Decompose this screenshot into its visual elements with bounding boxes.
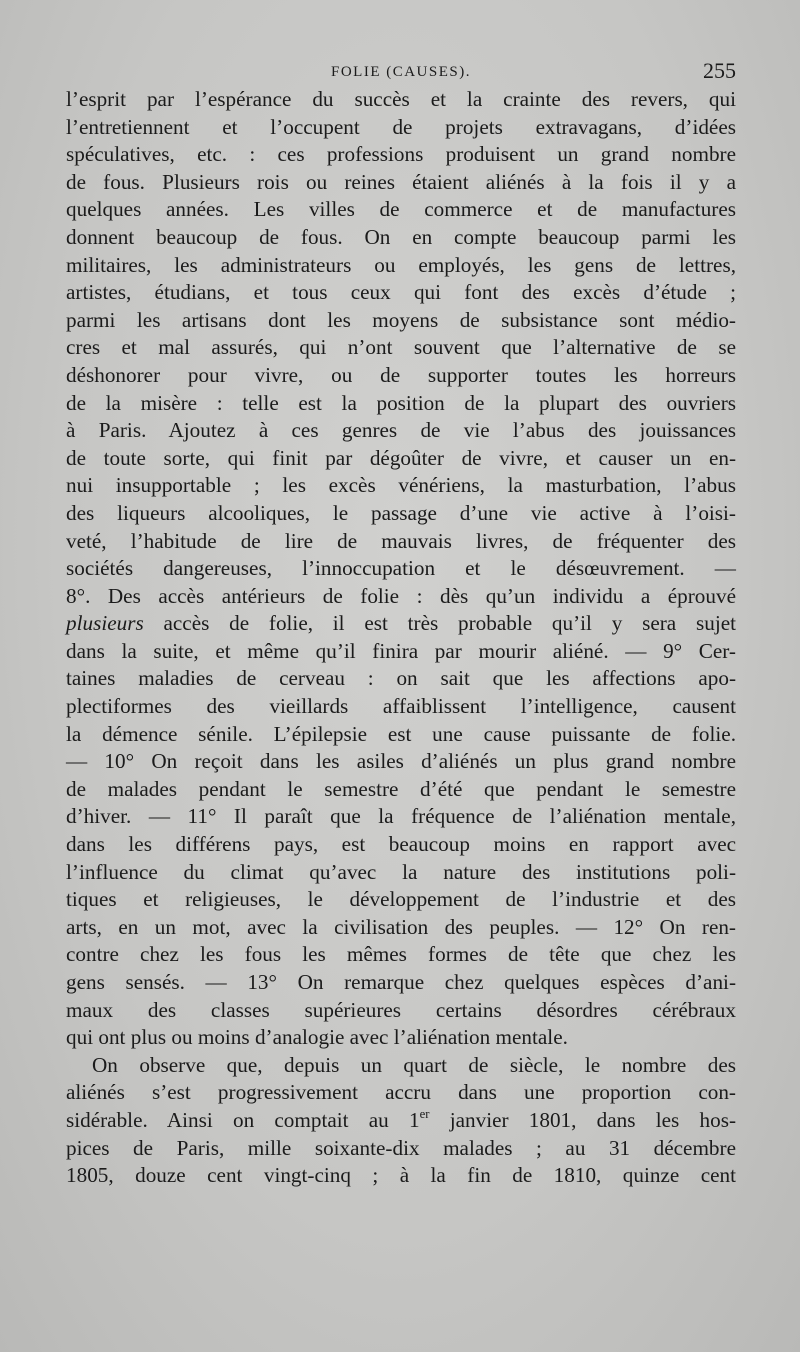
text-line: On observe que, depuis un quart de siècle, le nombre des xyxy=(92,1052,736,1077)
running-title: FOLIE (CAUSES). xyxy=(330,64,471,80)
text-line: dans la suite, et même qu’il finira par mourir aliéné. — 9° Cer- xyxy=(66,638,736,663)
text-line: spéculatives, etc. : ces professions produisent un grand nombre xyxy=(66,142,736,167)
text-line: l’influence du climat qu’avec la nature des institutions poli- xyxy=(66,859,736,884)
text-line: taines maladies de cerveau : on sait que les affections apo- xyxy=(66,666,736,691)
text-line: — 10° On reçoit dans les asiles d’aliénés un plus grand nombre xyxy=(66,749,736,774)
text-line: pices de Paris, mille soixante-dix malades ; au 31 décembre xyxy=(66,1135,736,1160)
page-header xyxy=(66,58,736,88)
text-line: artistes, étudians, et tous ceux qui font des excès d’étude ; xyxy=(66,280,736,305)
text-line: quelques années. Les villes de commerce et de manufactures xyxy=(66,197,736,222)
text-line: 1805, douze cent vingt-cinq ; à la fin de 1810, quinze cent xyxy=(66,1163,736,1188)
text-line: déshonorer pour vivre, ou de supporter toutes les horreurs xyxy=(66,362,736,387)
text-line: contre chez les fous les mêmes formes de tête que chez les xyxy=(66,942,736,967)
page-number: 255 xyxy=(703,58,736,83)
text-line-italic: plusieurs accès de folie, il est très probable qu’il y sera sujet xyxy=(66,611,736,636)
text-line: de fous. Plusieurs rois ou reines étaient aliénés à la fois il y a xyxy=(66,169,736,194)
text-line: de malades pendant le semestre d’été que pendant le semestre xyxy=(66,776,736,801)
text-line: veté, l’habitude de lire de mauvais livres, de fréquenter des xyxy=(66,528,736,553)
text-line: d’hiver. — 11° Il paraît que la fréquence de l’aliénation mentale, xyxy=(66,804,736,829)
text-line-superscript: sidérable. Ainsi on comptait au 1er janvier 1801, dans les hos- xyxy=(66,1107,736,1132)
text-line: tiques et religieuses, le développement de l’industrie et des xyxy=(66,887,736,912)
text-line: l’esprit par l’espérance du succès et la crainte des revers, qui xyxy=(66,87,736,111)
text-line: des liqueurs alcooliques, le passage d’une vie active à l’oisi- xyxy=(66,500,736,525)
italic-word: plusieurs xyxy=(66,611,144,636)
text-line: à Paris. Ajoutez à ces genres de vie l’abus des jouissances xyxy=(66,418,736,443)
text-line: 8°. Des accès antérieurs de folie : dès qu’un individu a éprouvé xyxy=(66,583,736,608)
superscript: er xyxy=(419,1107,430,1122)
text-line: donnent beaucoup de fous. On en compte beaucoup parmi les xyxy=(66,224,736,249)
text-line: militaires, les administrateurs ou employés, les gens de lettres, xyxy=(66,252,736,277)
text-line: gens sensés. — 13° On remarque chez quelques espèces d’ani- xyxy=(66,970,736,994)
text-line: cres et mal assurés, qui n’ont souvent que l’alternative de se xyxy=(66,335,736,360)
body-text xyxy=(66,86,736,1190)
text-line: plectiformes des vieillards affaiblissent l’intelligence, causent xyxy=(66,694,736,719)
text-line: l’entretiennent et l’occupent de projets extravagans, d’idées xyxy=(66,114,736,139)
text-line: de toute sorte, qui finit par dégoûter de vivre, et causer un en- xyxy=(66,445,736,470)
text-line: sociétés dangereuses, l’innoccupation et le désœuvrement. — xyxy=(66,556,736,581)
text-line: arts, en un mot, avec la civilisation des peuples. — 12° On ren- xyxy=(66,914,736,939)
text-line: nui insupportable ; les excès vénériens, la masturbation, l’abus xyxy=(66,473,736,498)
text-line: dans les différens pays, est beaucoup moins en rapport avec xyxy=(66,832,736,857)
text-line: qui ont plus ou moins d’analogie avec l’aliénation mentale. xyxy=(66,1025,568,1050)
text-line: maux des classes supérieures certains désordres cérébraux xyxy=(66,997,736,1022)
text-line: aliénés s’est progressivement accru dans une proportion con- xyxy=(66,1080,736,1105)
text-line: de la misère : telle est la position de la plupart des ouvriers xyxy=(66,390,736,415)
text-line: la démence sénile. L’épilepsie est une cause puissante de folie. xyxy=(66,721,736,746)
text-line: parmi les artisans dont les moyens de subsistance sont médio- xyxy=(66,307,736,332)
